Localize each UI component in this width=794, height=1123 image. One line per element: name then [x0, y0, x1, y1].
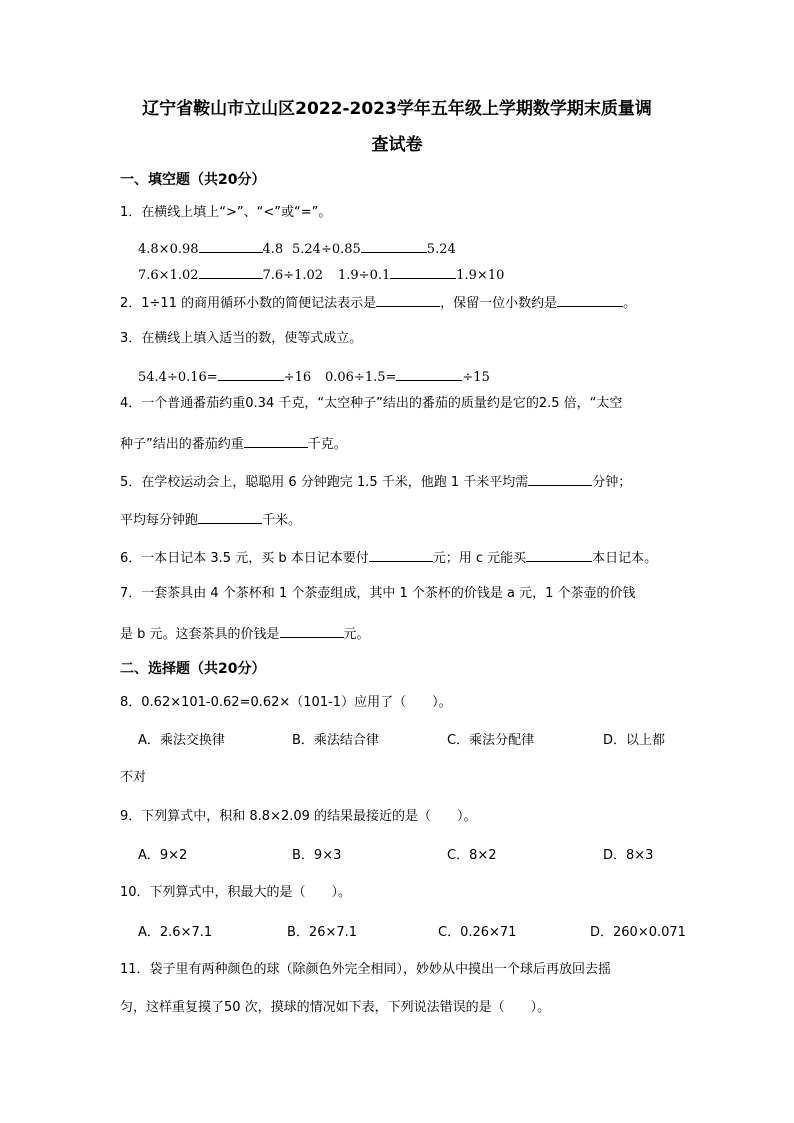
q1-expr-2-right: 5.24: [426, 242, 456, 257]
question-2-part-3: 。: [623, 296, 637, 311]
question-3-eq-1: [138, 366, 311, 387]
answer-blank[interactable]: [526, 547, 592, 562]
q3-eq-2-right: ÷15: [462, 370, 490, 385]
question-5-line-2: [120, 509, 301, 530]
q1-expr-2-left: 5.24÷0.85: [292, 242, 361, 257]
question-5-part-4: 千米。: [262, 513, 302, 528]
question-9-option-b[interactable]: B．9×3: [292, 848, 342, 863]
question-1-text: 1．在横线上填上“>”、“<”或“=”。: [120, 205, 332, 220]
question-7-line-1: 7．一套茶具由 4 个茶杯和 1 个茶壶组成，其中 1 个茶杯的价钱是 a 元，1 个茶壶的价钱: [120, 586, 636, 601]
question-2: [120, 292, 636, 313]
question-10-option-a[interactable]: A．2.6×7.1: [138, 925, 213, 940]
question-8-option-b[interactable]: B．乘法结合律: [292, 733, 379, 748]
answer-blank[interactable]: [369, 547, 433, 562]
question-3-text: 3．在横线上填入适当的数，使等式成立。: [120, 331, 363, 346]
q3-eq-1-right: ÷16: [283, 370, 312, 385]
question-6-part-2: 元；用 c 元能买: [432, 551, 527, 566]
question-5-line-1: [120, 471, 631, 492]
answer-blank[interactable]: [396, 366, 462, 381]
question-10-option-b[interactable]: B．26×7.1: [287, 925, 358, 940]
question-7-line-2: [120, 623, 370, 644]
question-8-option-d[interactable]: D．以上都: [603, 733, 666, 748]
question-5-part-3: 平均每分钟跑: [120, 513, 199, 528]
answer-blank[interactable]: [199, 238, 263, 253]
answer-blank[interactable]: [557, 292, 623, 307]
question-11-line-2: 匀，这样重复摸了50 次，摸球的情况如下表，下列说法错误的是（ ）。: [120, 1000, 551, 1015]
question-9-option-a[interactable]: A．9×2: [138, 848, 188, 863]
question-5-part-1: 5．在学校运动会上，聪聪用 6 分钟跑完 1.5 千米，他跑 1 千米平均需: [120, 475, 529, 490]
question-9-option-d[interactable]: D．8×3: [603, 848, 654, 863]
answer-blank[interactable]: [390, 264, 456, 279]
question-10-option-d[interactable]: D．260×0.071: [590, 925, 686, 940]
question-10-option-c[interactable]: C．0.26×71: [438, 925, 517, 940]
question-9-text: 9．下列算式中，积和 8.8×2.09 的结果最接近的是（ ）。: [120, 809, 477, 824]
answer-blank[interactable]: [199, 264, 263, 279]
question-5-part-2: 分钟；: [592, 475, 632, 490]
q1-expr-1-right: 4.8: [262, 242, 284, 257]
answer-blank[interactable]: [218, 366, 284, 381]
question-4-line-1: 4．一个普通番茄约重0.34 千克，“太空种子”结出的番茄的质量约是它的2.5 倍，“太空: [120, 396, 623, 411]
question-8-option-d-continued: 不对: [120, 770, 147, 785]
question-6-part-1: 6．一本日记本 3.5 元，买 b 本日记本要付: [120, 551, 369, 566]
question-2-part-2: ，保留一位小数约是: [440, 296, 558, 311]
answer-blank[interactable]: [528, 471, 592, 486]
question-8-text: 8．0.62×101-0.62=0.62×（101-1）应用了（ ）。: [120, 695, 452, 710]
answer-blank[interactable]: [280, 623, 344, 638]
q1-expr-1-left: 4.8×0.98: [138, 242, 199, 257]
question-7-part-2: 元。: [343, 627, 370, 642]
question-1-row-2: [138, 264, 323, 285]
question-4-line-2: [120, 433, 347, 454]
exam-title-line2: 查试卷: [371, 135, 423, 155]
question-1-row-2b: [338, 264, 504, 285]
question-8-option-a[interactable]: A．乘法交换律: [138, 733, 225, 748]
question-3-eq-2: [325, 366, 490, 387]
question-11-line-1: 11．袋子里有两种颜色的球（除颜色外完全相同），妙妙从中摸出一个球后再放回去摇: [120, 962, 612, 977]
q1-expr-4-left: 1.9÷0.1: [338, 268, 391, 283]
question-10-text: 10．下列算式中，积最大的是（ ）。: [120, 885, 352, 900]
section-fill-in-heading: 一、填空题（共20分）: [120, 172, 266, 188]
answer-blank[interactable]: [198, 509, 262, 524]
question-9-option-c[interactable]: C．8×2: [447, 848, 497, 863]
q1-expr-3-left: 7.6×1.02: [138, 268, 199, 283]
question-8-option-c[interactable]: C．乘法分配律: [447, 733, 535, 748]
question-2-part-1: 2．1÷11 的商用循环小数的简便记法表示是: [120, 296, 377, 311]
question-4-part-1: 种子”结出的番茄约重: [120, 437, 244, 452]
answer-blank[interactable]: [244, 433, 308, 448]
answer-blank[interactable]: [361, 238, 427, 253]
q3-eq-1-left: 54.4÷0.16=: [138, 370, 218, 385]
q1-expr-4-right: 1.9×10: [456, 268, 505, 283]
q3-eq-2-left: 0.06÷1.5=: [325, 370, 397, 385]
question-4-part-2: 千克。: [307, 437, 347, 452]
question-1-row-1b: [292, 238, 456, 259]
exam-title-line1: 辽宁省鞍山市立山区2022-2023学年五年级上学期数学期末质量调: [142, 99, 652, 119]
question-7-part-1: 是 b 元。这套茶具的价钱是: [120, 627, 280, 642]
question-6: [120, 547, 657, 568]
question-6-part-3: 本日记本。: [592, 551, 658, 566]
answer-blank[interactable]: [376, 292, 440, 307]
q1-expr-3-right: 7.6÷1.02: [262, 268, 324, 283]
question-1-row-1: [138, 238, 283, 259]
section-choice-heading: 二、选择题（共20分）: [120, 661, 266, 677]
